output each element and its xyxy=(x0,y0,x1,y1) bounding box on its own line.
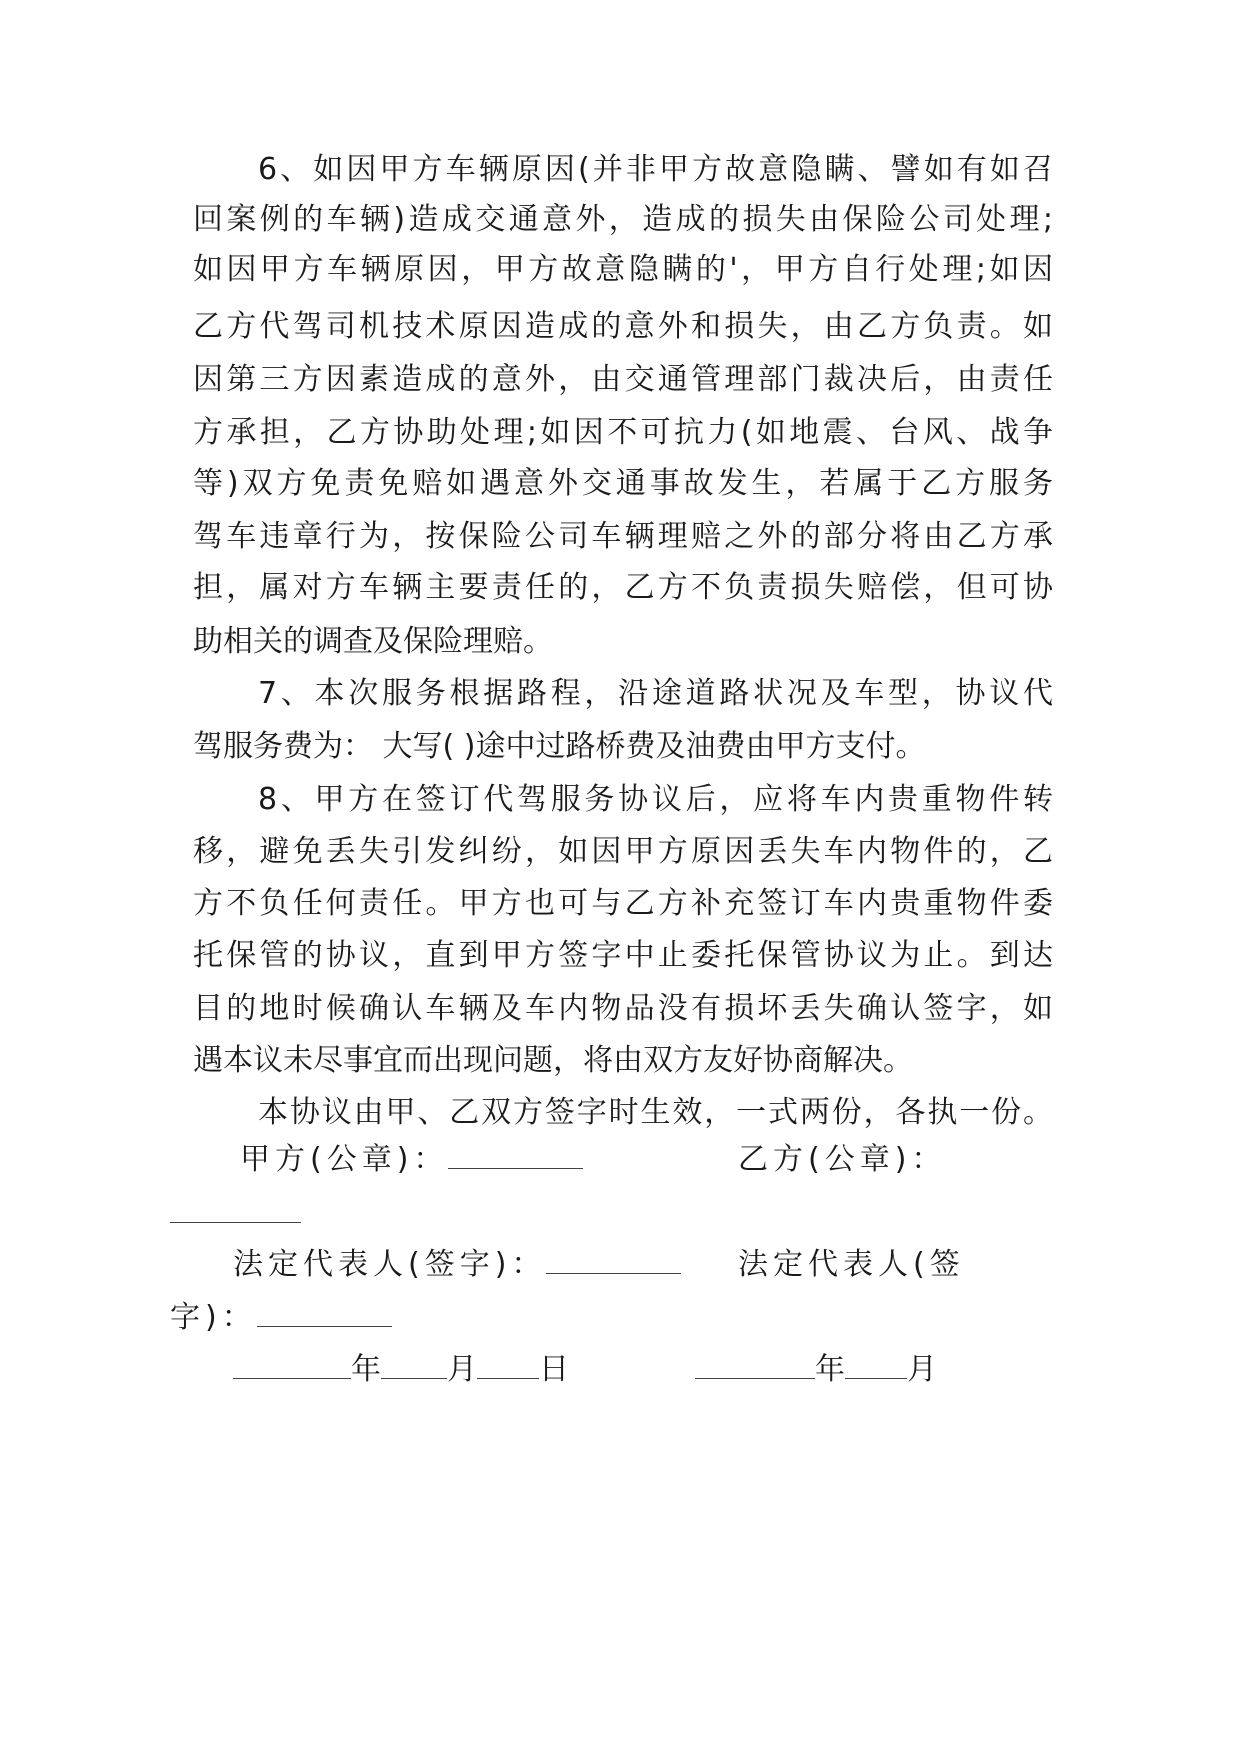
date-a-row xyxy=(233,1350,569,1390)
paragraph-8-line-3: 方不负任何责任。甲方也可与乙方补充签订车内贵重物件委 xyxy=(193,886,1053,921)
paragraph-8-line-4: 托保管的协议，直到甲方签字中止委托保管协议为止。到达 xyxy=(193,938,1053,973)
rep-b-label-part2: 字)： xyxy=(170,1300,257,1335)
party-a-seal-label: 甲方(公章)： xyxy=(240,1142,449,1177)
date-b-row xyxy=(695,1350,937,1390)
paragraph-6-line-8: 驾车违章行为，按保险公司车辆理赔之外的部分将由乙方承 xyxy=(193,519,1053,554)
paragraph-6-line-9: 担，属对方车辆主要责任的，乙方不负责损失赔偿，但可协 xyxy=(193,570,1053,605)
paragraph-7-line-2: 驾服务费为： 大写( )途中过路桥费及油费由甲方支付。 xyxy=(193,729,926,764)
paragraph-8-line-2: 移，避免丢失引发纠纷，如因甲方原因丢失车内物件的，乙 xyxy=(193,834,1053,869)
date-a-month-blank xyxy=(381,1350,447,1379)
date-a-year-blank xyxy=(233,1350,351,1379)
paragraph-6-line-2: 回案例的车辆)造成交通意外，造成的损失由保险公司处理; xyxy=(193,202,1053,237)
date-b-year-blank xyxy=(695,1350,815,1379)
date-b-month-blank xyxy=(845,1350,907,1379)
date-b-month-label: 月 xyxy=(907,1352,937,1387)
paragraph-8-line-1: 8、甲方在签订代驾服务协议后，应将车内贵重物件转 xyxy=(258,782,1053,817)
paragraph-6-line-3: 如因甲方车辆原因，甲方故意隐瞒的'，甲方自行处理;如因 xyxy=(193,252,1053,287)
date-a-year-label: 年 xyxy=(351,1352,381,1387)
rep-b-blank xyxy=(257,1298,392,1327)
rep-a-blank xyxy=(546,1245,681,1274)
party-a-seal-blank xyxy=(448,1140,583,1169)
paragraph-6-line-1: 6、如因甲方车辆原因(并非甲方故意隐瞒、譬如有如召 xyxy=(258,152,1053,187)
paragraph-6-line-7: 等)双方免责免赔如遇意外交通事故发生，若属于乙方服务 xyxy=(193,466,1053,501)
rep-b-label-part1: 法定代表人(签 xyxy=(738,1247,965,1282)
paragraph-6-line-6: 方承担，乙方协助处理;如因不可抗力(如地震、台风、战争 xyxy=(193,415,1053,450)
date-a-day-blank xyxy=(477,1350,539,1379)
paragraph-6-line-4: 乙方代驾司机技术原因造成的意外和损失，由乙方负责。如 xyxy=(193,309,1053,344)
party-b-seal-blank xyxy=(170,1222,301,1223)
paragraph-8-line-5: 目的地时候确认车辆及车内物品没有损坏丢失确认签字，如 xyxy=(193,991,1053,1026)
paragraph-6-line-10: 助相关的调查及保险理赔。 xyxy=(193,624,553,659)
rep-b-row xyxy=(170,1298,392,1338)
date-a-day-label: 日 xyxy=(539,1352,569,1387)
paragraph-8-line-6: 遇本议未尽事宜而出现问题，将由双方友好协商解决。 xyxy=(193,1043,913,1078)
effective-clause: 本协议由甲、乙双方签字时生效，一式两份，各执一份。 xyxy=(258,1095,1053,1130)
date-a-month-label: 月 xyxy=(447,1352,477,1387)
date-b-year-label: 年 xyxy=(815,1352,845,1387)
paragraph-7-line-1: 7、本次服务根据路程，沿途道路状况及车型，协议代 xyxy=(258,676,1053,711)
paragraph-6-line-5: 因第三方因素造成的意外，由交通管理部门裁决后，由责任 xyxy=(193,362,1053,397)
rep-a-label: 法定代表人(签字)： xyxy=(233,1247,547,1282)
rep-a-row xyxy=(233,1245,681,1285)
party-b-seal-label: 乙方(公章)： xyxy=(738,1142,947,1177)
party-a-seal-row xyxy=(240,1140,583,1180)
